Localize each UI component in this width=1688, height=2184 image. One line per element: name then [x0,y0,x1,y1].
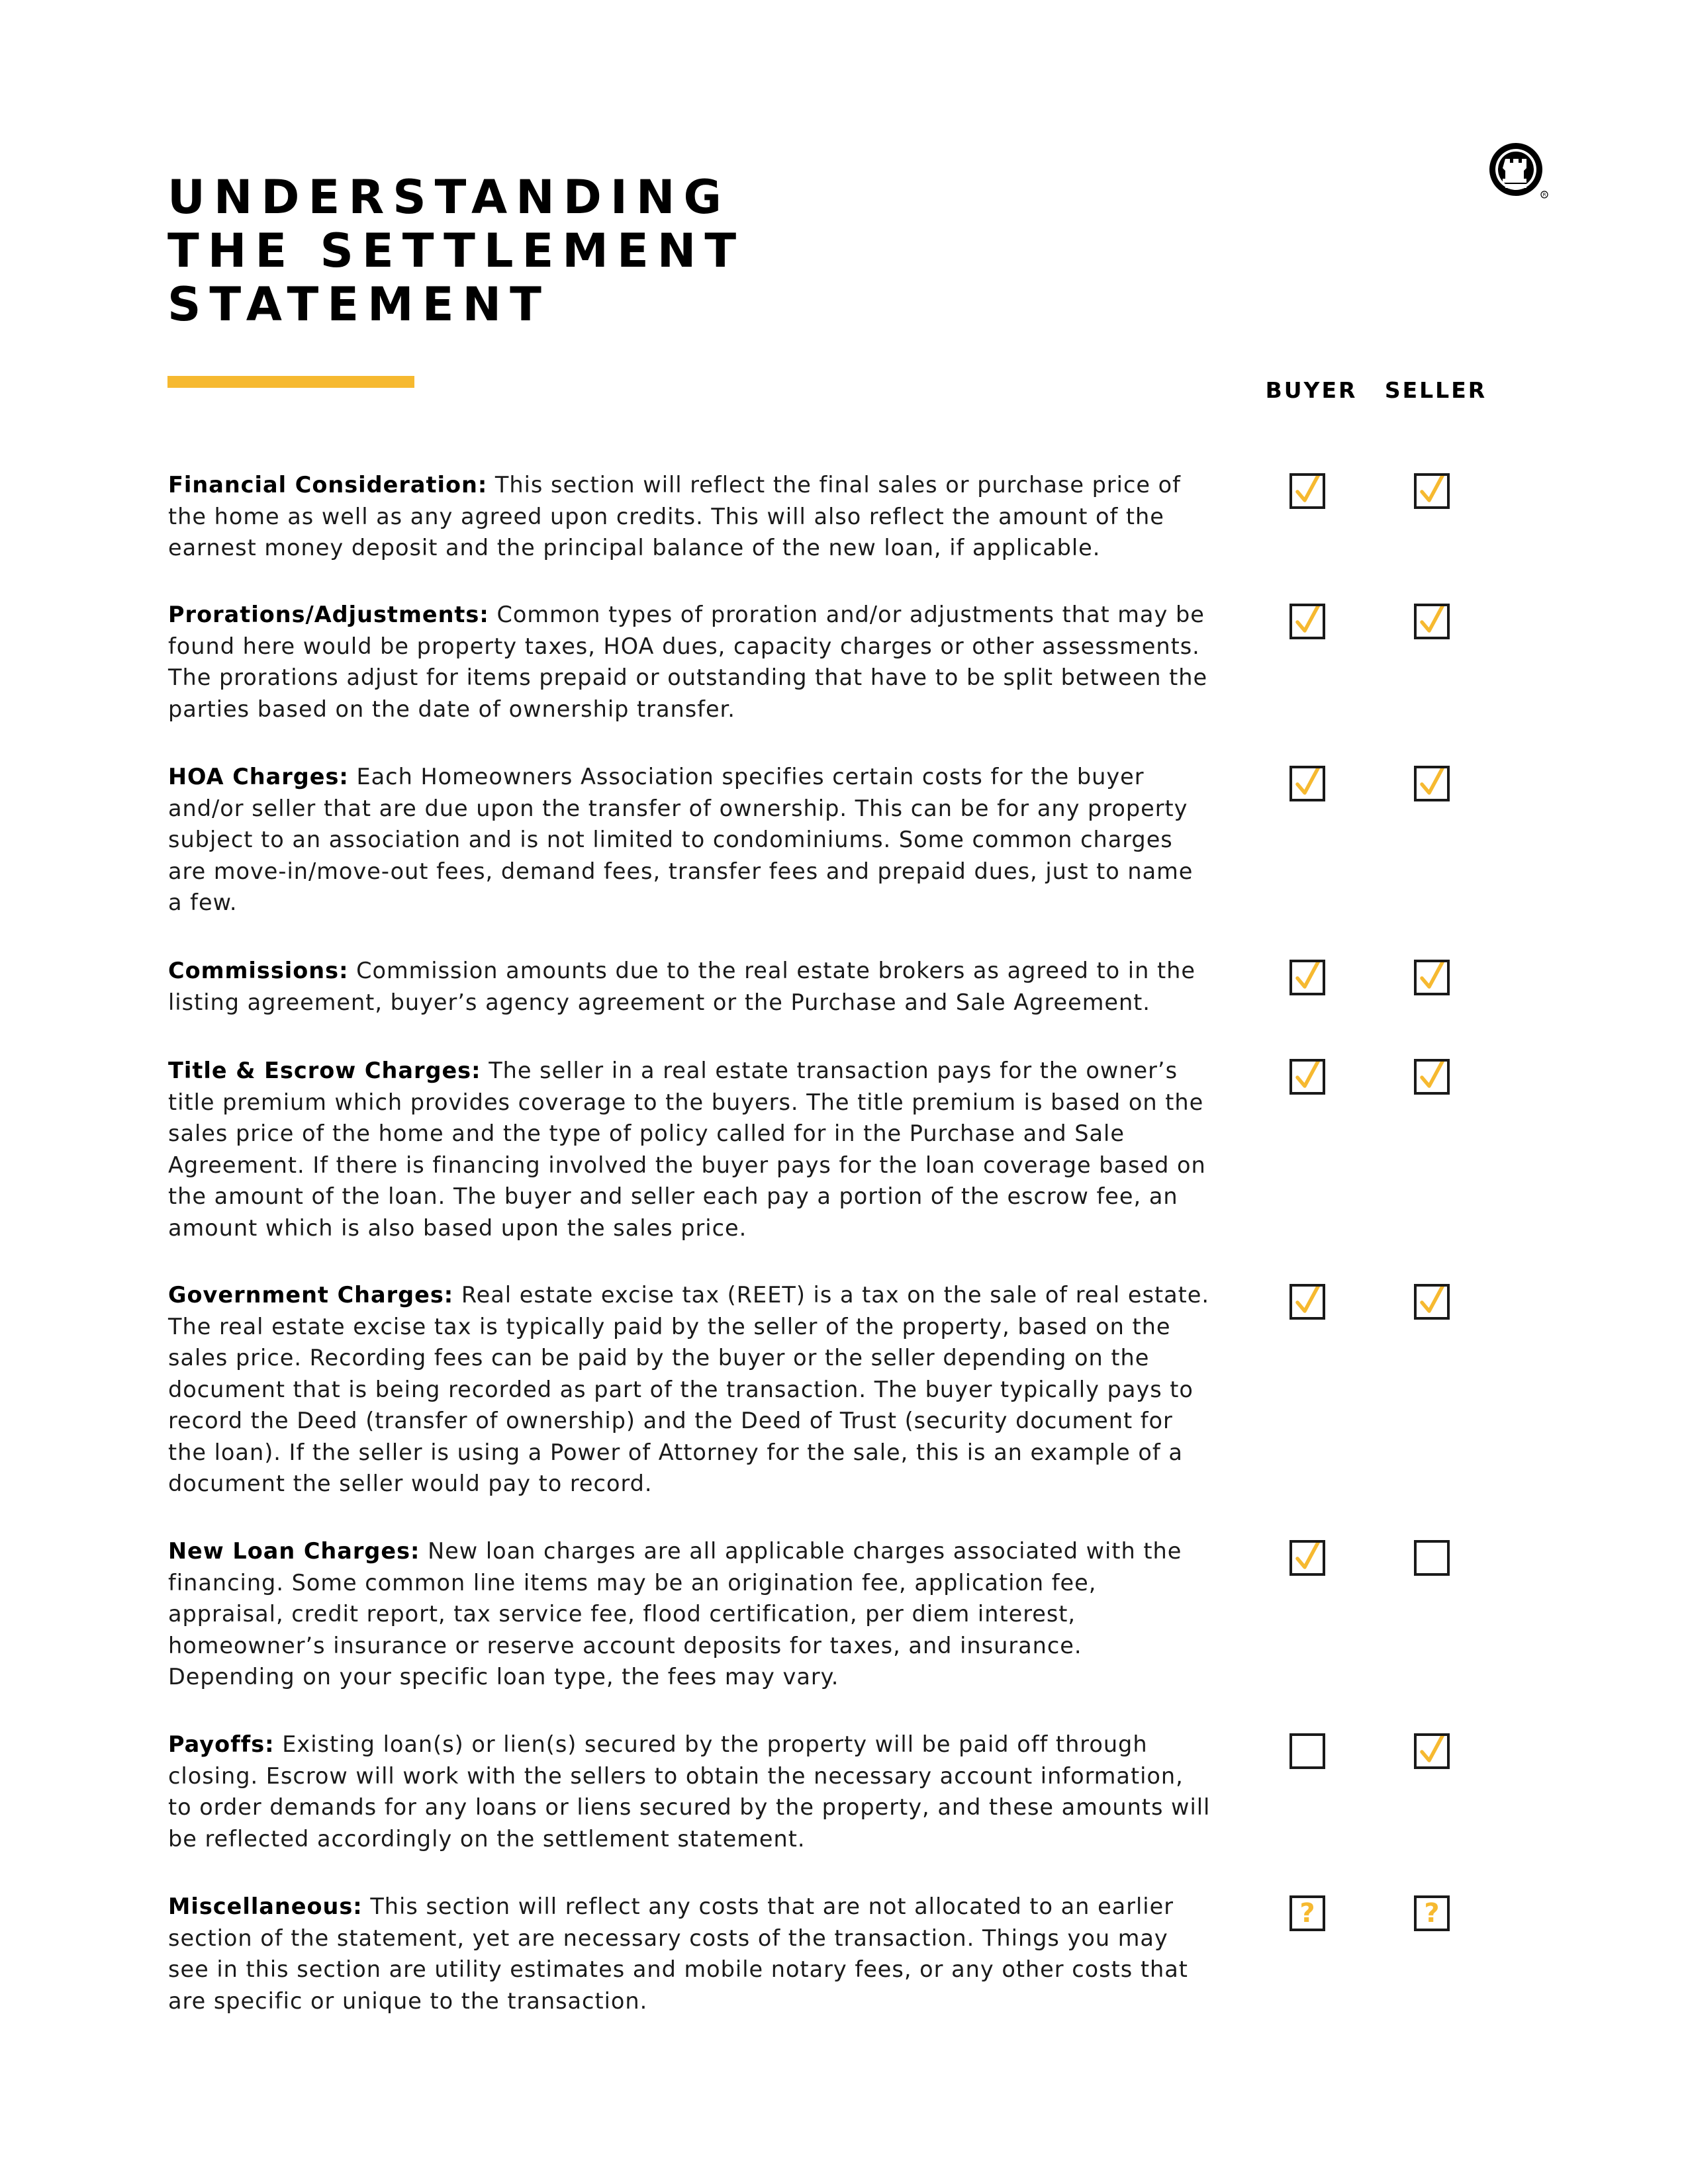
seller-indicator [1414,1733,1450,1769]
check-icon [1292,1062,1323,1092]
question-mark-icon: ? [1424,1898,1440,1929]
section-body: Existing loan(s) or lien(s) secured by the property will be paid off through closing. Escrow will work with the sellers to obtain the necessary account information, to order demands for any loans or liens secured by the property, and these amounts will be reflected accordingly on the settlement statement. [168,1731,1211,1852]
title-line-2: THE SETTLEMENT [167,224,745,278]
section-body: Each Homeowners Association specifies certain costs for the buyer and/or seller that are due upon the transfer of ownership. This can be for any property subject to an association and is not limited to condominiums. Some common charges are move-in/move-out fees, demand fees, transfer fees and prepaid dues, just to name a few. [168,764,1194,915]
section-body: Common types of proration and/or adjustments that may be found here would be property taxes, HOA dues, capacity charges or other assessments. The prorations adjust for items prepaid or outstanding that have to be split between the parties based on the date of ownership transfer. [168,602,1208,722]
page-title [167,171,745,332]
section-body: The seller in a real estate transaction pays for the owner’s title premium which provides coverage to the buyers. The title premium is based on the sales price of the home and the type of policy called for in the Purchase and Sale Agreement. If there is financing involved the buyer pays for the loan coverage based on the amount of the loan. The buyer and seller each pay a portion of the escrow fee, an amount which is also based upon the sales price. [168,1058,1206,1241]
section-heading: Government Charges: [168,1282,454,1308]
check-icon [1292,962,1323,993]
seller-indicator [1414,1059,1450,1095]
section-government-charges [168,1279,1214,1500]
section-hoa-charges [168,761,1214,919]
check-icon [1417,1736,1447,1766]
castle-rook-icon [1486,138,1552,204]
seller-indicator [1414,1540,1450,1576]
check-icon [1417,768,1447,799]
buyer-indicator [1289,473,1325,509]
buyer-indicator [1289,1059,1325,1095]
check-icon [1292,1543,1323,1573]
check-icon [1417,476,1447,506]
check-icon [1417,1287,1447,1317]
section-body: Real estate excise tax (REET) is a tax on the sale of real estate. The real estate excise tax is typically paid by the seller of the property, based on the sales price. Recording fees can be paid by the buyer or the seller depending on the document that is being recorded as part of the transaction. The buyer typically pays to record the Deed (transfer of ownership) and the Deed of Trust (security document for the loan). If the seller is using a Power of Attorney for the sale, this is an example of a document the seller would pay to record. [168,1282,1210,1496]
section-title-escrow-charges [168,1055,1214,1244]
buyer-indicator [1289,604,1325,639]
seller-indicator [1414,766,1450,801]
check-icon [1417,962,1447,993]
section-body: Commission amounts due to the real estate brokers as agreed to in the listing agreement, buyer’s agency agreement or the Purchase and Sale Agreement. [168,958,1196,1015]
title-line-1: UNDERSTANDING [167,170,730,224]
buyer-indicator [1289,766,1325,801]
svg-text:R: R [1542,192,1546,198]
section-heading: New Loan Charges: [168,1538,420,1564]
section-heading: HOA Charges: [168,764,349,790]
section-payoffs [168,1729,1214,1854]
buyer-indicator [1289,1895,1325,1931]
section-heading: Commissions: [168,958,349,983]
section-financial-consideration [168,469,1214,564]
section-heading: Payoffs: [168,1731,275,1757]
section-body: This section will reflect any costs that are not allocated to an earlier section of the statement, yet are necessary costs of the transaction. Things you may see in this section are utility estimates and mobile notary fees, or any other costs that are specific or unique to the transaction. [168,1893,1188,2014]
check-icon [1417,1062,1447,1092]
check-icon [1292,476,1323,506]
section-body: New loan charges are all applicable charges associated with the financing. Some common line items may be an origination fee, application fee, appraisal, credit report, tax service fee, flood certification, per diem interest, homeowner’s insurance or reserve account deposits for taxes, and insurance. Depending on your specific loan type, the fees may vary. [168,1538,1182,1690]
title-accent-bar [167,376,414,388]
buyer-indicator [1289,1284,1325,1320]
question-mark-icon: ? [1299,1898,1315,1929]
check-icon [1292,606,1323,637]
check-icon [1292,768,1323,799]
section-heading: Prorations/Adjustments: [168,602,489,627]
section-heading: Miscellaneous: [168,1893,363,1919]
seller-indicator [1414,1895,1450,1931]
section-miscellaneous [168,1891,1214,2017]
seller-indicator [1414,473,1450,509]
buyer-column-header: BUYER [1265,377,1358,403]
section-heading: Title & Escrow Charges: [168,1058,481,1083]
seller-indicator [1414,604,1450,639]
title-line-3: STATEMENT [167,277,550,332]
buyer-indicator [1289,1540,1325,1576]
buyer-indicator [1289,960,1325,995]
section-body: This section will reflect the final sales or purchase price of the home as well as any agreed upon credits. This will also reflect the amount of the earnest money deposit and the principal balance of the new loan, if applicable. [168,472,1181,561]
section-new-loan-charges [168,1535,1214,1693]
buyer-indicator [1289,1733,1325,1769]
check-icon [1292,1287,1323,1317]
section-prorations-adjustments [168,599,1214,725]
check-icon [1417,606,1447,637]
section-heading: Financial Consideration: [168,472,488,498]
seller-indicator [1414,960,1450,995]
seller-indicator [1414,1284,1450,1320]
seller-column-header: SELLER [1384,377,1487,403]
section-commissions [168,955,1214,1018]
